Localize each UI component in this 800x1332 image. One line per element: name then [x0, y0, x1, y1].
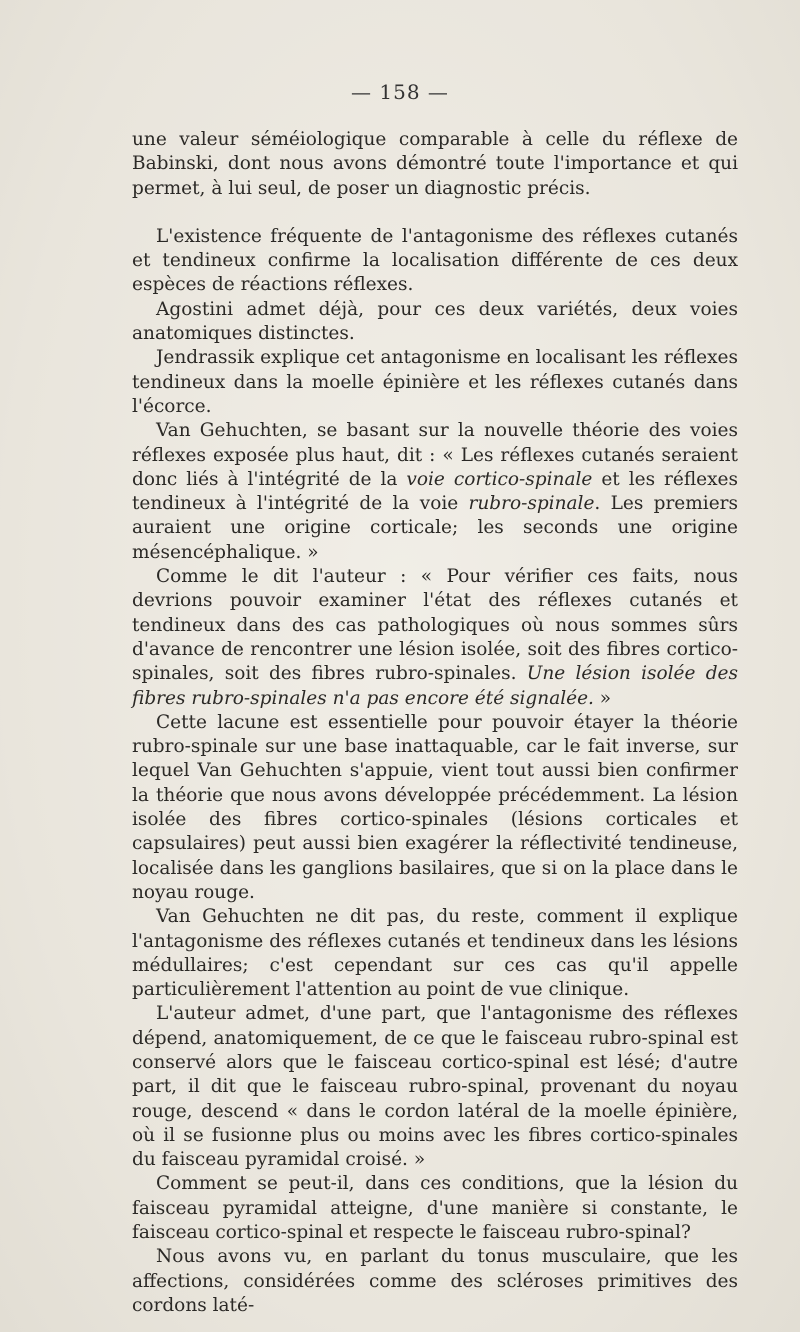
paragraph: L'auteur admet, d'une part, que l'antagonisme des réflexes dépend, anatomiquement, de ce que le faisceau rubro-spinal est conservé alors que le faisceau cortico-spinal est lésé; d'autre part, il dit que le faisceau rubro-spinal, provenant du noyau rouge, descend « dans le cordon latéral de la moelle épinière, où il se fusionne plus ou moins avec les fibres cortico-spinales du faisceau pyramidal croisé. » — [132, 1003, 738, 1171]
paragraph: Cette lacune est essentielle pour pouvoir étayer la théorie rubro-spinale sur une base inattaquable, car le fait inverse, sur lequel Van Gehuchten s'appuie, vient tout aussi bien confirmer la théorie que nous avons développée précédemment. La lésion isolée des fibres cortico-spinales (lésions corticales et capsulaires) peut aussi bien exagérer la réflectivité tendineuse, localisée dans les ganglions basilaires, que si on la place dans le noyau rouge. — [132, 711, 738, 903]
paragraph: Comment se peut-il, dans ces conditions, que la lésion du faisceau pyramidal atteigne, d'une manière si constante, le faisceau cortico-spinal et respecte le faisceau rubro-spinal? — [132, 1173, 738, 1244]
italic-term: rubro-spinale — [468, 493, 595, 515]
italic-term: voie cortico-spinale — [406, 468, 593, 490]
paragraph: L'existence fréquente de l'antagonisme des réflexes cutanés et tendineux confirme la localisation différente de ces deux espèces de réactions réflexes. — [132, 225, 738, 296]
italic-quote: Une lésion isolée des fibres rubro-spinales n'a pas encore été signalée. — [132, 663, 738, 709]
paragraph: Agostini admet déjà, pour ces deux variétés, deux voies anatomiques distinctes. — [132, 298, 738, 345]
paragraph: Jendrassik explique cet antagonisme en localisant les réflexes tendineux dans la moelle épinière et les réflexes cutanés dans l'écorce. — [132, 347, 738, 417]
body-text — [132, 128, 738, 1318]
page-number: — 158 — — [351, 80, 449, 104]
paragraph: Van Gehuchten, se basant sur la nouvelle théorie des voies réflexes exposée plus haut, dit : « Les réflexes cutanés seraient donc liés à l'intégrité de la voie cortico-spinale et les réflexes tendineux à l'intégrité de la voie rubro-spinale. Les premiers auraient une origine corticale; les seconds une origine mésencéphalique. » — [132, 420, 739, 563]
paragraph: Nous avons vu, en parlant du tonus musculaire, que les affections, considérées comme des scléroses primitives des cordons laté- — [132, 1246, 738, 1316]
paragraph: une valeur séméiologique comparable à celle du réflexe de Babinski, dont nous avons démontré toute l'importance et qui permet, à lui seul, de poser un diagnostic précis. — [132, 129, 738, 199]
paragraph: Van Gehuchten ne dit pas, du reste, comment il explique l'antagonisme des réflexes cutanés et tendineux dans les lésions médullaires; c'est cependant sur ces cas qu'il appelle particulièrement l'attention au point de vue clinique. — [132, 906, 738, 1001]
paragraph: Comme le dit l'auteur : « Pour vérifier ces faits, nous devrions pouvoir examiner l'état des réflexes cutanés et tendineux dans des cas pathologiques où nous sommes sûrs d'avance de rencontrer une lésion isolée, soit des fibres cortico-spinales, soit des fibres rubro-spinales. Une lésion isolée des fibres rubro-spinales n'a pas encore été signalée. » — [132, 566, 738, 709]
